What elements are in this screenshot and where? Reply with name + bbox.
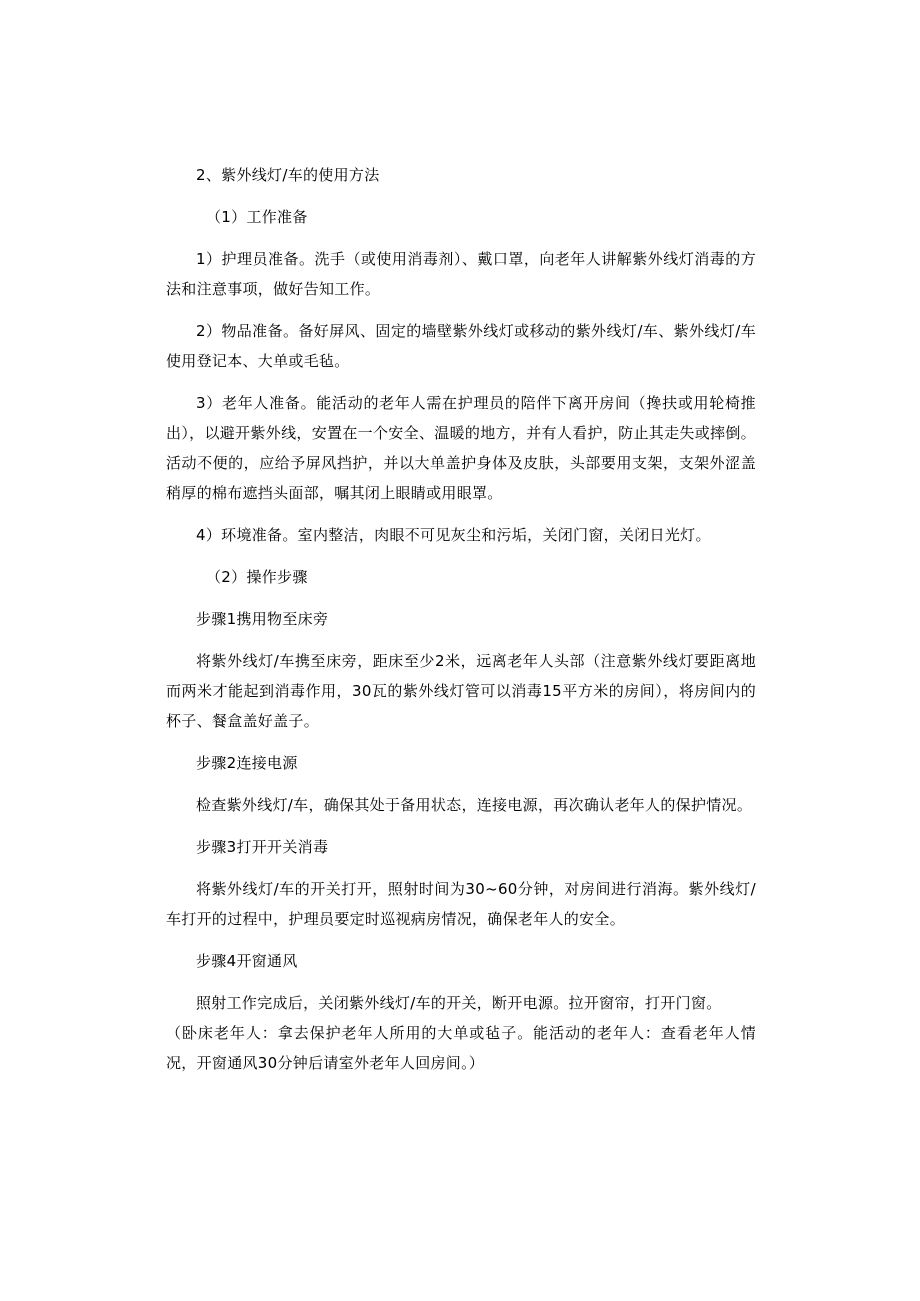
ops-heading: （2）操作步骤 bbox=[206, 568, 308, 586]
document-body bbox=[166, 160, 756, 1090]
step4-note: （卧床老年人：拿去保护老年人所用的大单或毡子。能活动的老年人：查看老年人情况，开窗通风30分钟后请室外老年人回房间。） bbox=[166, 1024, 756, 1072]
step3-body: 将紫外线灯/车的开关打开，照射时间为30~60分钟，对房间进行消海。紫外线灯/车打开的过程中，护理员要定时巡视病房情况，确保老年人的安全。 bbox=[166, 880, 756, 928]
prep-caregiver-paragraph: 1）护理员准备。洗手（或使用消毒剂）、戴口罩，向老年人讲解紫外线灯消毒的方法和注意事项，做好告知工作。 bbox=[166, 250, 756, 298]
prep-items-paragraph: 2）物品准备。备好屏风、固定的墙壁紫外线灯或移动的紫外线灯/车、紫外线灯/车使用登记本、大单或毛毡。 bbox=[166, 322, 756, 370]
work-prep-heading: （1）工作准备 bbox=[206, 208, 308, 226]
step2-title: 步骤2连接电源 bbox=[196, 754, 298, 772]
prep-environment-paragraph: 4）环境准备。室内整洁，肉眼不可见灰尘和污垢，关闭门窗，关闭日光灯。 bbox=[196, 526, 711, 544]
step1-title: 步骤1携用物至床旁 bbox=[196, 610, 329, 628]
section-title: 2、紫外线灯/车的使用方法 bbox=[196, 166, 380, 184]
step4-title: 步骤4开窗通风 bbox=[196, 952, 298, 970]
prep-elderly-paragraph: 3）老年人准备。能活动的老年人需在护理员的陪伴下离开房间（搀扶或用轮椅推出），以避开紫外线，安置在一个安全、温暖的地方，并有人看护，防止其走失或摔倒。活动不便的，应给予屏风挡护，并以大单盖护身体及皮肤，头部要用支架，支架外涩盖稍厚的棉布遮挡头面部，嘱其闭上眼睛或用眼罩。 bbox=[166, 394, 756, 502]
step3-title: 步骤3打开开关消毒 bbox=[196, 838, 329, 856]
step1-body: 将紫外线灯/车携至床旁，距床至少2米，远离老年人头部（注意紫外线灯要距离地而两米才能起到消毒作用，30瓦的紫外线灯管可以消毒15平方米的房间），将房间内的杯子、餐盒盖好盖子。 bbox=[166, 652, 756, 730]
step4-body: 照射工作完成后，关闭紫外线灯/车的开关，断开电源。拉开窗帘，打开门窗。 bbox=[196, 994, 722, 1012]
step2-body: 检查紫外线灯/车，确保其处于备用状态，连接电源，再次确认老年人的保护情况。 bbox=[196, 796, 753, 814]
